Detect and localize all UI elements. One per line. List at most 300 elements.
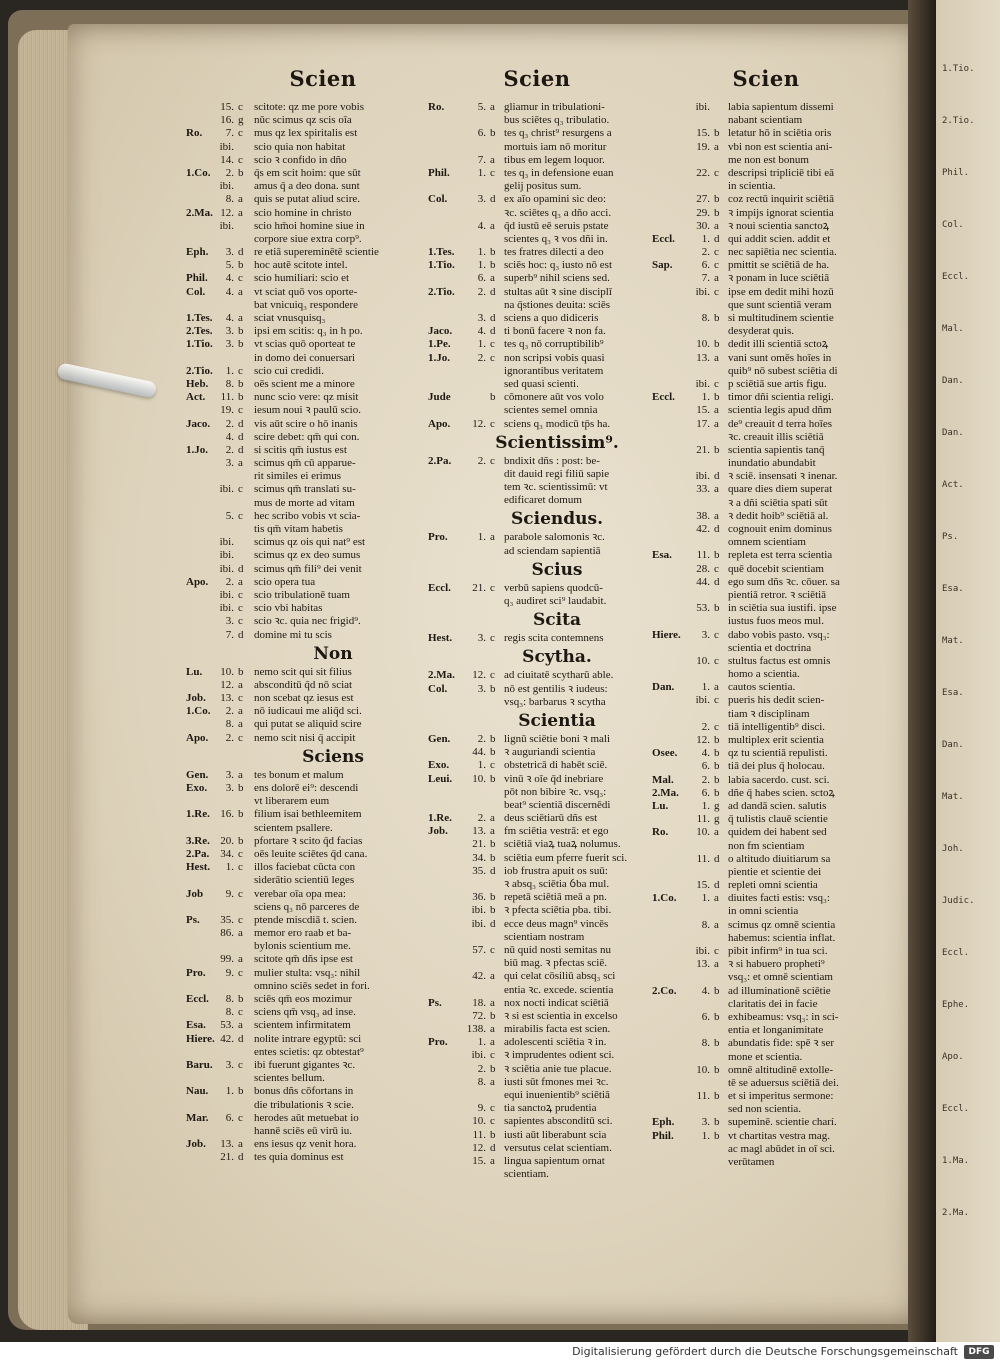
verse-text: bonus dñs cōfortans in: [254, 1085, 354, 1098]
verse-text: iusti sūt fmones mei ꝛc.: [504, 1075, 609, 1088]
section-letter: d: [238, 430, 244, 443]
book-reference: Phil.: [428, 166, 450, 179]
chapter-number: 2.: [477, 1062, 486, 1075]
section-letter: b: [714, 1129, 720, 1142]
verse-text: verbū sapiens quodcū-: [504, 581, 603, 594]
verse-text: sciens a quo didiceris: [504, 312, 599, 324]
book-reference: 1.Co.: [186, 166, 211, 179]
chapter-number: 2.: [225, 166, 234, 179]
chapter-number: 72.: [472, 1009, 486, 1022]
chapter-number: 1.: [477, 1036, 486, 1049]
chapter-number: ibi.: [219, 536, 234, 549]
section-letter: c: [490, 669, 495, 682]
chapter-number: 12.: [696, 734, 710, 746]
verse-text: scio ꝛ confido in dño: [254, 153, 347, 166]
chapter-number: 12.: [220, 678, 234, 691]
verse-text: ad dandā scien. salutis: [728, 799, 827, 812]
concordance-line: [186, 1111, 428, 1125]
book-reference: Apo.: [186, 575, 209, 588]
concordance-line: [198, 1046, 428, 1059]
chapter-number: 42.: [220, 1032, 234, 1045]
index-column-3: [652, 60, 880, 1169]
section-letter: b: [238, 834, 244, 847]
concordance-line: [198, 352, 428, 365]
concordance-line: [186, 966, 428, 980]
book-reference: Leui.: [428, 772, 453, 785]
chapter-number: 2.: [477, 454, 486, 467]
section-letter: b: [714, 338, 720, 351]
verse-text: beat⁹ scientiā discernēdi: [504, 798, 611, 811]
verse-text: ꝛ sciē. insensati ꝛ inenar.: [728, 470, 838, 483]
concordance-line: [186, 834, 428, 848]
verse-text: pōt non bibire ꝛc. vsq₃:: [504, 785, 607, 798]
chapter-number: ibi.: [219, 483, 234, 496]
verse-text: ꝛc. creauit illis sciētiā: [728, 430, 824, 443]
book-reference: Phil.: [186, 272, 208, 285]
concordance-line: [186, 312, 428, 325]
chapter-number: 11.: [220, 391, 234, 404]
book-reference: 2.Ma.: [186, 206, 213, 219]
concordance-line: [652, 338, 880, 351]
section-letter: a: [238, 678, 243, 691]
verse-text: quare dies diem superat: [728, 483, 833, 496]
verse-text: nō iudicaui me aliq̄d sci.: [254, 705, 362, 718]
concordance-line: [652, 1103, 880, 1116]
chapter-number: 1.: [701, 681, 710, 694]
verse-text: ꝛ si est scientia in excelso: [504, 1009, 618, 1022]
section-letter: b: [490, 682, 496, 695]
section-letter: d: [714, 523, 720, 535]
concordance-line: [198, 154, 428, 167]
chapter-number: ibi.: [219, 588, 234, 601]
book-reference: Dan.: [652, 681, 675, 694]
concordance-line: [428, 746, 646, 759]
verse-text: nūc scimus qz scis oīa: [254, 114, 352, 127]
verse-text: domine mi tu scis: [254, 628, 332, 641]
verse-text: repleta est terra scientia: [728, 549, 833, 562]
verse-text: dit dauid regi filiū sapie: [504, 467, 610, 480]
section-letter: c: [238, 272, 243, 285]
chapter-number: 42.: [472, 970, 486, 983]
chapter-number: 1.: [701, 892, 710, 905]
verse-text: ad illuminationē sciētie: [728, 984, 831, 997]
concordance-line: [198, 404, 428, 417]
verse-text: illos faciebat cūcta con: [254, 861, 356, 874]
section-letter: c: [238, 483, 243, 496]
section-letter: b: [714, 786, 720, 799]
verse-text: dedit illi scientiā sctoꝝ: [728, 338, 829, 351]
verse-text: vt liberarem eum: [254, 795, 330, 808]
chapter-number: 1.: [701, 1129, 710, 1142]
section-letter: c: [238, 364, 243, 377]
section-letter: b: [490, 851, 496, 864]
verse-text: iusti aūt liberabunt scia: [504, 1128, 607, 1141]
chapter-number: 5.: [225, 509, 234, 522]
verse-text: scitote: qz me pore vobis: [254, 101, 364, 113]
verse-text: ꝛ absq₃ sciētia ỽba mul.: [504, 878, 610, 890]
chapter-number: 29.: [696, 206, 710, 219]
headword: Non: [313, 643, 353, 664]
concordance-line: [428, 632, 646, 645]
chapter-number: 1.: [477, 759, 486, 772]
book-reference: 1.Co.: [186, 705, 211, 718]
verse-text: ꝛ a dñi sciētia spati sūt: [728, 496, 828, 509]
verse-text: timor dñi scientia religi.: [728, 391, 834, 404]
chapter-number: 3.: [477, 632, 486, 645]
concordance-line: [186, 285, 428, 299]
section-letter: d: [238, 417, 244, 430]
concordance-line: [652, 549, 880, 562]
concordance-line: [186, 1032, 428, 1046]
concordance-line: [428, 931, 646, 944]
section-letter: b: [490, 127, 496, 140]
column-header: Scien: [503, 66, 571, 91]
section-letter: c: [714, 377, 719, 390]
concordance-line: [198, 523, 428, 536]
verse-text: nolite intrare egyptū: sci: [254, 1032, 362, 1045]
verse-text: quē docebit scientiam: [728, 562, 824, 575]
chapter-number: 16.: [220, 808, 234, 821]
section-letter: b: [238, 259, 244, 272]
verse-text: herodes aūt metuebat io: [254, 1111, 359, 1124]
concordance-line: [652, 1051, 880, 1064]
concordance-line: [652, 286, 880, 299]
verse-text: mus de morte ad vitam: [254, 496, 355, 509]
chapter-number: 3.: [225, 338, 234, 351]
concordance-line: [428, 114, 646, 127]
verse-text: mirabilis facta est scien.: [504, 1023, 611, 1036]
verse-text: ꝛ sciētia anie tue placue.: [504, 1062, 612, 1075]
book-reference: Gen.: [186, 768, 209, 781]
column-rows: [186, 101, 428, 1164]
concordance-line: [652, 602, 880, 615]
concordance-line: [186, 272, 428, 285]
section-letter: b: [714, 127, 720, 140]
section-letter: b: [714, 760, 720, 773]
section-letter: a: [714, 404, 719, 417]
book-reference: 1.Pe.: [428, 338, 451, 351]
chapter-number: 5.: [477, 101, 486, 113]
book-reference: Osee.: [652, 747, 678, 760]
concordance-line: [428, 272, 646, 285]
section-letter: b: [238, 391, 244, 404]
chapter-number: ibi.: [219, 219, 234, 232]
section-letter: g: [714, 813, 720, 826]
chapter-number: 1.: [477, 531, 486, 544]
concordance-line: [186, 665, 428, 679]
chapter-number: 2.: [701, 720, 710, 733]
verse-text: inundatio abundabit: [728, 457, 816, 470]
verse-text: biū mag. ꝛ pfectas sciē.: [504, 957, 607, 970]
concordance-line: [652, 1130, 880, 1143]
facing-page-text: [942, 60, 998, 1256]
section-letter: c: [714, 246, 719, 259]
section-letter: b: [714, 312, 720, 324]
concordance-line: [428, 455, 646, 468]
column-header: Scien: [289, 66, 357, 91]
chapter-number: 4.: [701, 747, 710, 760]
verse-text: die tribulationis ꝛ scie.: [254, 1098, 354, 1111]
concordance-line: [186, 391, 428, 404]
facing-page-reference: Phil.: [942, 168, 970, 178]
chapter-number: 15.: [696, 404, 710, 417]
verse-text: repleti omni scientia: [728, 879, 818, 892]
verse-text: tes fratres dilecti a deo: [504, 246, 604, 259]
concordance-line: [652, 180, 880, 193]
verse-text: hec scribo vobis vt scia-: [254, 509, 361, 522]
concordance-line: [428, 669, 646, 682]
chapter-number: 4.: [701, 984, 710, 997]
concordance-line: [428, 545, 646, 558]
concordance-line: [652, 1064, 880, 1077]
section-letter: a: [490, 101, 495, 113]
verse-text: qui addit scien. addit et: [728, 232, 831, 245]
section-letter: c: [238, 127, 243, 140]
concordance-line: [428, 825, 646, 838]
verse-text: ens dolorē ei⁹: descendi: [254, 782, 359, 794]
book-reference: Heb.: [186, 377, 209, 390]
verse-text: amus q̄ a deo dona. sunt: [254, 180, 360, 193]
concordance-line: [186, 364, 428, 378]
concordance-line: [186, 127, 428, 140]
verse-text: letatur hō in sciētia oris: [728, 127, 832, 140]
chapter-number: 4.: [225, 430, 234, 443]
book-reference: Eccl.: [186, 993, 209, 1005]
chapter-number: 17.: [696, 417, 710, 430]
book-reference: Apo.: [428, 417, 451, 430]
verse-text: fm sciētia vestrā: et ego: [504, 825, 609, 838]
verse-text: ti bonū facere ꝛ non fa.: [504, 325, 606, 338]
concordance-line: [652, 694, 880, 707]
verse-text: iustus fuos meos mul.: [728, 615, 824, 628]
concordance-line: [186, 782, 428, 795]
verse-text: scientes q₃ ꝛ vos dñi in.: [504, 232, 608, 245]
section-letter: c: [490, 759, 495, 772]
chapter-number: 6.: [225, 1111, 234, 1124]
concordance-line: [428, 1102, 646, 1115]
verse-text: gliamur in tribulationi-: [504, 101, 605, 113]
verse-text: ꝛ ponam in luce sciētiā: [728, 272, 830, 285]
section-letter: c: [238, 861, 243, 874]
verse-text: tem ꝛc. scientissimū: vt: [504, 481, 608, 494]
section-letter: c: [238, 1058, 243, 1071]
concordance-line: [198, 549, 428, 562]
facing-page-reference: Ps.: [942, 532, 959, 542]
book-reference: Mar.: [186, 1111, 209, 1124]
book-reference: 1.Tes.: [428, 246, 455, 259]
concordance-line: [198, 1072, 428, 1085]
verse-text: sciat vnusquisq₃: [254, 312, 326, 324]
section-letter: a: [714, 351, 719, 364]
concordance-line: [198, 563, 428, 576]
section-letter: a: [238, 193, 243, 206]
facing-page-reference: Dan.: [942, 740, 964, 750]
verse-text: o altitudo diuitiarum sa: [728, 852, 831, 865]
verse-text: ꝛ noui scientia sanctoꝝ: [728, 219, 830, 232]
verse-text: scire debet: qm̄ qui con.: [254, 430, 360, 443]
chapter-number: 1.: [225, 1085, 234, 1098]
section-letter: b: [238, 166, 244, 179]
concordance-line: [652, 681, 880, 694]
concordance-line: [652, 365, 880, 378]
concordance-line: [186, 861, 428, 874]
concordance-line: [652, 576, 880, 589]
verse-text: ptende miscdiā t. scien.: [254, 913, 357, 926]
section-letter: b: [714, 734, 720, 746]
section-letter: b: [714, 391, 720, 404]
verse-text: mulier stulta: vsq₃: nihil: [254, 966, 361, 979]
section-letter: b: [490, 891, 496, 904]
concordance-line: [652, 734, 880, 747]
chapter-number: ibi.: [695, 285, 710, 298]
book-reference: 1.Co.: [652, 892, 677, 905]
verse-text: qz tu scientiā repulisti.: [728, 747, 828, 760]
chapter-number: 27.: [696, 193, 710, 206]
verse-text: stultus factus est omnis: [728, 654, 831, 667]
concordance-line: [198, 874, 428, 887]
section-letter: a: [714, 509, 719, 522]
concordance-line: [428, 141, 646, 154]
verse-text: descripsi tripliciē tibi eā: [728, 166, 834, 179]
chapter-number: 11.: [696, 852, 710, 865]
section-letter: c: [238, 615, 243, 628]
verse-text: sciēs hoc: q₃ iusto nō est: [504, 259, 613, 272]
section-letter: c: [490, 1049, 495, 1062]
concordance-line: [652, 760, 880, 773]
chapter-number: 22.: [696, 166, 710, 179]
verse-text: scio humiliari: scio et: [254, 272, 350, 285]
section-letter: a: [490, 1075, 495, 1088]
concordance-line: [198, 795, 428, 808]
chapter-number: ibi.: [695, 694, 710, 707]
section-letter: c: [490, 166, 495, 179]
verse-text: scio cui credidi.: [254, 364, 324, 377]
verse-text: gelij positus sum.: [504, 180, 582, 193]
chapter-number: 1.: [701, 391, 710, 404]
verse-text: bndixit dñs : post: be-: [504, 454, 600, 467]
verse-text: na q̄stiones deuita: sciēs: [504, 298, 611, 311]
concordance-line: [428, 325, 646, 338]
book-reference: 1.Tio.: [186, 338, 213, 351]
chapter-number: 1.: [477, 259, 486, 272]
concordance-line: [652, 919, 880, 932]
section-letter: d: [238, 246, 244, 259]
concordance-line: [428, 531, 646, 544]
verse-text: ꝛ dedit hoib⁹ sciētiā al.: [728, 509, 829, 522]
verse-text: oēs scient me a minore: [254, 377, 355, 390]
facing-page-reference: Apo.: [942, 1052, 964, 1062]
concordance-line: [198, 1125, 428, 1138]
facing-page-reference: Eccl.: [942, 948, 970, 958]
concordance-line: [652, 589, 880, 602]
section-letter: a: [490, 1023, 495, 1036]
concordance-line: [198, 1151, 428, 1164]
section-letter: d: [490, 312, 496, 324]
chapter-number: 2.: [225, 443, 234, 456]
concordance-line: [198, 679, 428, 692]
concordance-line: [198, 1006, 428, 1019]
verse-text: exhibeamus: vsq₃: in sci-: [728, 1010, 839, 1023]
verse-text: tiā intelligentib⁹ disci.: [728, 720, 826, 733]
concordance-line: [428, 481, 646, 494]
concordance-line: [652, 483, 880, 496]
book-reference: Eph.: [652, 1116, 675, 1129]
verse-text: entia et longanimitate: [728, 1024, 824, 1037]
concordance-line: [186, 377, 428, 391]
verse-text: stultas aūt ꝛ sine disciplī: [504, 285, 612, 298]
chapter-number: 7.: [701, 272, 710, 285]
concordance-line: [186, 705, 428, 718]
facing-page-reference: Mal.: [942, 324, 964, 334]
chapter-number: 6.: [701, 786, 710, 799]
verse-text: claritatis dei in facie: [728, 997, 818, 1010]
concordance-line: [652, 879, 880, 892]
concordance-line: [198, 141, 428, 154]
verse-text: p sciētiā sue artis figu.: [728, 377, 827, 390]
book-reference: 2.Pa.: [428, 454, 452, 467]
chapter-number: 2.: [477, 351, 486, 364]
concordance-line: [428, 167, 646, 180]
chapter-number: ibi.: [219, 140, 234, 153]
chapter-number: ibi.: [219, 602, 234, 615]
concordance-line: [652, 971, 880, 984]
concordance-line: [198, 927, 428, 940]
section-letter: a: [238, 206, 243, 219]
chapter-number: 8.: [225, 993, 234, 1005]
facing-page-reference: 2.Ma.: [942, 1208, 970, 1218]
verse-text: verebar oīa opa mea:: [254, 887, 346, 900]
section-letter: b: [490, 1009, 496, 1022]
chapter-number: 16.: [220, 114, 234, 127]
verse-text: dabo vobis pasto. vsq₃:: [728, 628, 830, 641]
verse-text: quib⁹ nō subest sciētia di: [728, 364, 838, 377]
concordance-line: [652, 866, 880, 879]
book-reference: 1.Tio.: [428, 259, 455, 272]
concordance-line: [652, 655, 880, 668]
book-reference: 1.Re.: [186, 808, 210, 821]
verse-text: ꝛ pfecta sciētia pba. tibi.: [504, 904, 612, 917]
verse-text: quidem dei habent sed: [728, 826, 827, 839]
verse-text: ꝛc. sciētes q₃ a dño acci.: [504, 206, 612, 219]
book-reference: Job.: [186, 1138, 206, 1151]
concordance-line: [652, 1011, 880, 1024]
section-letter: d: [714, 879, 720, 892]
concordance-line: [428, 773, 646, 786]
book-reference: 2.Co.: [652, 984, 677, 997]
concordance-line: [652, 193, 880, 206]
book-reference: Act.: [186, 391, 206, 404]
concordance-line: [428, 918, 646, 931]
verse-text: deus sciētiarū dñs est: [504, 812, 598, 825]
verse-text: scio ꝛc. quia nec frigid⁹.: [254, 615, 361, 628]
book-reference: Esa.: [652, 549, 672, 562]
verse-text: scientes bellum.: [254, 1072, 325, 1085]
book-reference: Ro.: [186, 127, 203, 140]
chapter-number: 2.: [225, 731, 234, 744]
section-letter: g: [238, 114, 244, 127]
chapter-number: 6.: [477, 127, 486, 140]
verse-text: sed non scientia.: [728, 1103, 802, 1116]
verse-text: scientes semel omnia: [504, 404, 598, 417]
column-rows: [428, 101, 646, 1181]
concordance-line: [428, 338, 646, 351]
section-letter: b: [238, 993, 244, 1005]
chapter-number: 138.: [466, 1023, 486, 1036]
book-reference: Jude: [428, 391, 451, 404]
verse-text: nemo scit nisi q̄ accipit: [254, 731, 356, 744]
verse-text: si multitudinem scientie: [728, 312, 834, 324]
concordance-line: [198, 615, 428, 628]
